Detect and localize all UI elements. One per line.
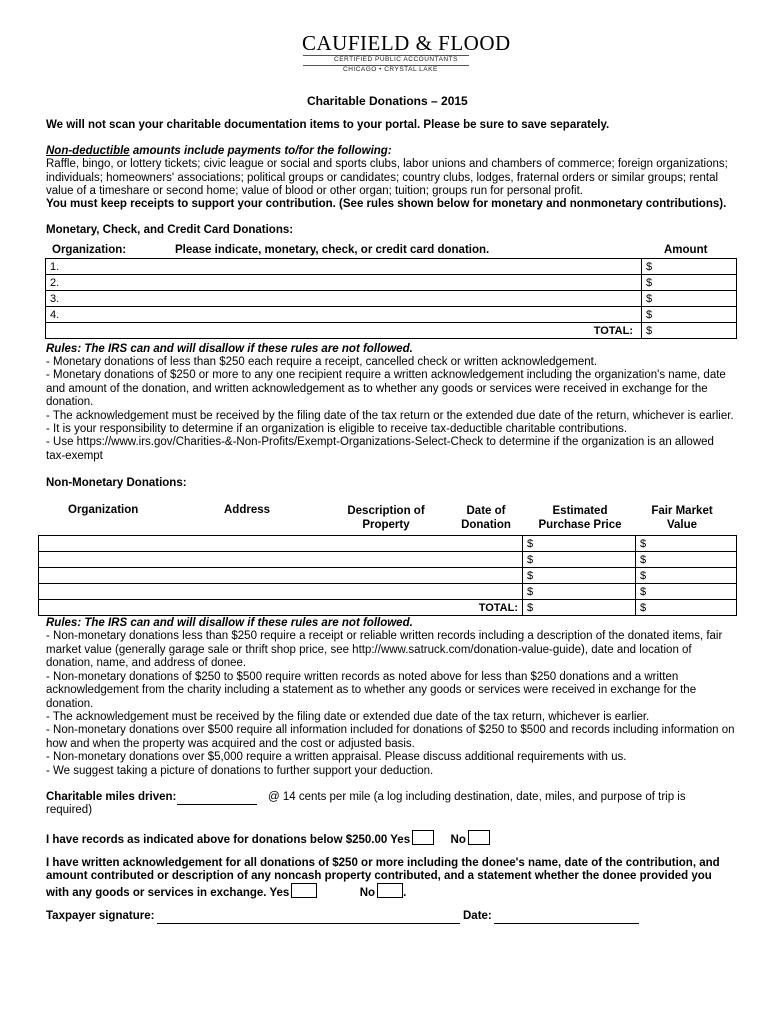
monetary-rule: - Monetary donations of less than $250 each require a receipt, cancelled check or written acknowledgement. [46, 356, 598, 368]
signature-input[interactable] [157, 911, 460, 924]
nondeductible-line3: value of a timeshare or second home; value of blood or other organ; tuition; groups run for personal profit. [46, 185, 583, 197]
monetary-total-amount[interactable]: $ [642, 323, 737, 339]
estimated-price-cell[interactable]: $ [523, 536, 636, 552]
estimated-price-cell[interactable]: $ [523, 584, 636, 600]
nonmonetary-col-address: Address [224, 504, 271, 516]
col-fmv-line2: Value [666, 519, 698, 531]
monetary-row-cell[interactable]: 1. [46, 259, 642, 275]
nonmonetary-rule: how and when the property was acquired and the cost or adjusted basis. [46, 738, 415, 750]
ack-line3-text: with any goods or services in exchange. Yes [46, 887, 290, 899]
nonmonetary-col-organization: Organization [68, 504, 139, 516]
nonmonetary-col-date [458, 504, 514, 532]
nonmonetary-rule: - The acknowledgement must be received by the filing date or extended due date of the tax return, whichever is earlier. [46, 711, 650, 723]
fair-market-cell[interactable]: $ [636, 584, 737, 600]
monetary-heading: Monetary, Check, and Credit Card Donations: [46, 224, 294, 236]
nondeductible-underlined: Non-deductible [46, 145, 130, 157]
nonmonetary-col-fair-market [648, 504, 716, 532]
receipts-notice: You must keep receipts to support your contribution. (See rules shown below for monetary and nonmonetary contributions). [46, 198, 727, 210]
nonmonetary-rule: - Non-monetary donations over $500 require all information included for donations of $250 to $500 and records including information on [46, 724, 735, 736]
col-date-line2: Donation [461, 519, 511, 531]
date-input[interactable] [494, 911, 639, 924]
monetary-amount-cell[interactable]: $ [642, 307, 737, 323]
col-estimated-line2: Purchase Price [538, 519, 622, 531]
nonmonetary-entry-cell[interactable] [39, 584, 523, 600]
miles-input[interactable] [177, 792, 257, 805]
nonmonetary-entry-cell[interactable] [39, 568, 523, 584]
monetary-amount-cell[interactable]: $ [642, 291, 737, 307]
portal-notice: We will not scan your charitable documentation items to your portal. Please be sure to save separately. [46, 119, 610, 131]
table-row[interactable] [39, 552, 737, 568]
nonmonetary-table [38, 535, 737, 616]
monetary-rule: - Monetary donations of $250 or more to any one recipient require a written acknowledgement including the organization's name, date [46, 369, 726, 381]
ack-no-label: No [359, 887, 376, 899]
monetary-col-amount: Amount [664, 244, 708, 256]
nonmonetary-heading: Non-Monetary Donations: [46, 477, 187, 489]
monetary-amount-cell[interactable]: $ [642, 275, 737, 291]
ack-no-checkbox[interactable] [377, 883, 403, 898]
records-statement [46, 830, 490, 846]
monetary-table [45, 258, 737, 339]
ack-line2: amount contributed or description of any noncash property contributed, and a statement whether the donee provided you [46, 870, 712, 882]
monetary-rule: tax-exempt [46, 450, 103, 462]
nondeductible-line2: individuals; homeowners' associations; political groups or candidates; country clubs, lodges, fraternal orders or similar groups; rental [46, 172, 719, 184]
records-yes-checkbox[interactable] [412, 830, 434, 845]
ack-line3 [46, 883, 406, 899]
monetary-rule: - It is your responsibility to determine if an organization is eligible to receive tax-deductible charitable contributions. [46, 423, 628, 435]
nonmonetary-entry-cell[interactable] [39, 552, 523, 568]
col-estimated-line1: Estimated [552, 505, 608, 517]
nonmonetary-rules-heading: Rules: The IRS can and will disallow if these rules are not followed. [46, 617, 413, 629]
fair-market-cell[interactable]: $ [636, 568, 737, 584]
logo-locations: CHICAGO • CRYSTAL LAKE [343, 66, 438, 73]
table-row[interactable] [46, 259, 737, 275]
miles-rate-line1: @ 14 cents per mile (a log including destination, date, miles, and purpose of trip is [268, 791, 686, 803]
nonmonetary-rule: market value (generally garage sale or thrift shop price, see http://www.satruck.com/donation-value-guide), date and location of [46, 644, 692, 656]
monetary-rule: and amount of the donation, and written acknowledgement as to whether any goods or services were received in exchange for the [46, 383, 708, 395]
monetary-row-cell[interactable]: 2. [46, 275, 642, 291]
estimated-price-cell[interactable]: $ [523, 568, 636, 584]
nonmonetary-rule: donation, name, and address of donee. [46, 657, 247, 669]
nondeductible-heading [46, 145, 392, 157]
ack-end: . [403, 887, 407, 899]
col-fmv-line1: Fair Market [651, 505, 713, 517]
monetary-total-label: TOTAL: [46, 323, 642, 339]
nonmonetary-total-label: TOTAL: [39, 600, 523, 616]
monetary-amount-cell[interactable]: $ [642, 259, 737, 275]
nonmonetary-rule: - We suggest taking a picture of donations to further support your deduction. [46, 765, 434, 777]
miles-rate-line2: required) [46, 804, 93, 816]
col-description-line1: Description of [347, 505, 425, 517]
monetary-rule: - Use https://www.irs.gov/Charities-&-Non-Profits/Exempt-Organizations-Select-Check to determine if the organization is an allowed [46, 436, 714, 448]
logo-tagline: CERTIFIED PUBLIC ACCOUNTANTS [334, 56, 458, 63]
nonmonetary-entry-cell[interactable] [39, 536, 523, 552]
estimated-price-cell[interactable]: $ [523, 552, 636, 568]
miles-label: Charitable miles driven: [46, 791, 177, 803]
records-no-checkbox[interactable] [468, 830, 490, 845]
table-row[interactable] [46, 307, 737, 323]
estimated-total-cell[interactable]: $ [523, 600, 636, 616]
monetary-rule: - The acknowledgement must be received by the filing date of the tax return or the extended due date of the return, whichever is earlier. [46, 410, 734, 422]
table-row[interactable] [39, 568, 737, 584]
monetary-total-row [46, 323, 737, 339]
nonmonetary-col-description [347, 504, 425, 532]
nondeductible-heading-rest: amounts include payments to/for the following: [129, 145, 392, 157]
nonmonetary-rule: - Non-monetary donations over $5,000 require a written appraisal. Please discuss additional requirements with us. [46, 751, 627, 763]
monetary-row-cell[interactable]: 4. [46, 307, 642, 323]
signature-label: Taxpayer signature: [46, 910, 155, 922]
monetary-row-cell[interactable]: 3. [46, 291, 642, 307]
page-title: Charitable Donations – 2015 [307, 94, 468, 108]
nonmonetary-rule: donation. [46, 698, 94, 710]
ack-yes-checkbox[interactable] [291, 883, 317, 898]
col-description-line2: Property [362, 519, 410, 531]
fair-market-cell[interactable]: $ [636, 552, 737, 568]
table-row[interactable] [39, 536, 737, 552]
records-text: I have records as indicated above for donations below $250.00 Yes [46, 834, 411, 846]
nonmonetary-rule: - Non-monetary donations of $250 to $500 require written records as noted above for less than $250 donations and a written [46, 671, 679, 683]
monetary-rules-heading: Rules: The IRS can and will disallow if these rules are not followed. [46, 343, 413, 355]
nonmonetary-col-estimated [536, 504, 624, 532]
monetary-rule: donation. [46, 396, 94, 408]
records-no-label: No [450, 834, 466, 846]
nondeductible-line1: Raffle, bingo, or lottery tickets; civic league or social and sports clubs, labor unions and chambers of commerce; foreign organizations; [46, 158, 728, 170]
nonmonetary-rule: acknowledgement from the charity including a statement as to whether any goods or services were received in exchange for the [46, 684, 697, 696]
nonmonetary-rule: - Non-monetary donations less than $250 require a receipt or reliable written records including a description of the donated items, fair [46, 630, 723, 642]
nonmonetary-total-row [39, 600, 737, 616]
table-row[interactable] [46, 291, 737, 307]
table-row[interactable] [39, 584, 737, 600]
monetary-col-indicate: Please indicate, monetary, check, or credit card donation. [175, 244, 490, 256]
date-label: Date: [463, 910, 492, 922]
ack-line1: I have written acknowledgement for all donations of $250 or more including the donee's name, date of the contribution, and [46, 857, 720, 869]
logo-name: CAUFIELD & FLOOD [302, 31, 511, 55]
col-date-line1: Date of [466, 505, 506, 517]
fair-market-cell[interactable]: $ [636, 536, 737, 552]
fair-market-total-cell[interactable]: $ [636, 600, 737, 616]
monetary-col-organization: Organization: [52, 244, 127, 256]
table-row[interactable] [46, 275, 737, 291]
